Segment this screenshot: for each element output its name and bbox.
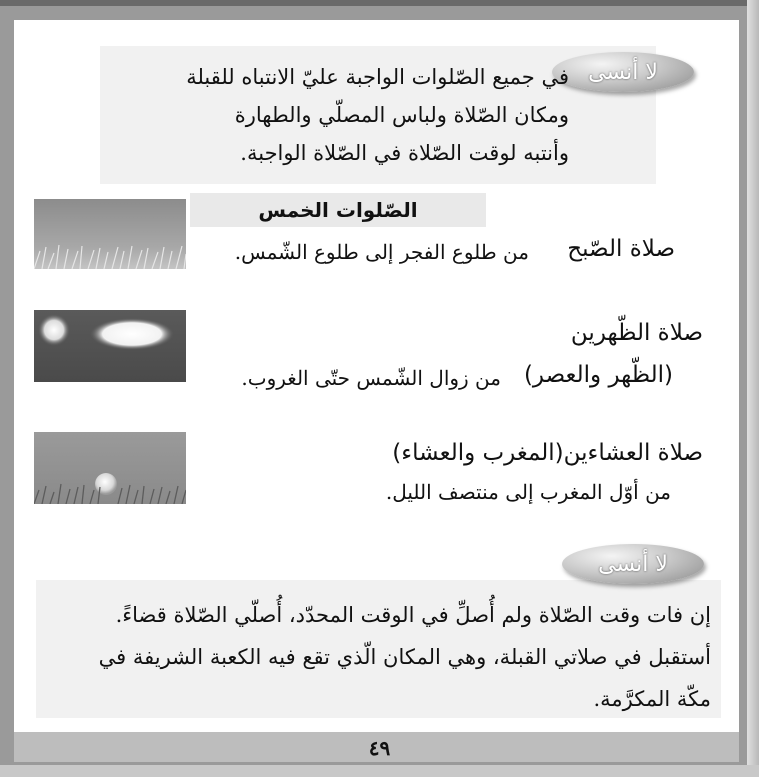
prayer-name-sub: (الظّهر والعصر) <box>523 362 673 388</box>
section-title-text: الصّلوات الخمس <box>258 198 418 222</box>
reminder-text <box>89 58 569 172</box>
prayer-name: صلاة العشاءين(المغرب والعشاء) <box>392 440 703 466</box>
note-line: أستقبل في صلاتي القبلة، وهي المكان الّذي تقع فيه الكعبة الشريفة في <box>98 645 711 669</box>
bottom-border <box>0 765 759 777</box>
page-number: ٤٩ <box>368 736 391 760</box>
note-text <box>51 594 711 720</box>
reminder-badge-label: لا أنسى <box>588 59 658 85</box>
prayer-time: من طلوع الفجر إلى طلوع الشّمس. <box>234 240 529 264</box>
grass-illustration <box>34 199 186 269</box>
note-line: إن فات وقت الصّلاة ولم أُصلِّ في الوقت المحدّد، أُصلّي الصّلاة قضاءً. <box>115 603 711 627</box>
prayer-time: من أوّل المغرب إلى منتصف الليل. <box>385 480 671 504</box>
note-line: مكّة المكرَّمة. <box>593 687 711 711</box>
section-title <box>190 193 486 227</box>
dawn-image <box>34 199 186 269</box>
prayer-name: صلاة الصّبح <box>567 236 675 262</box>
prayer-name: صلاة الظّهرين <box>570 320 703 346</box>
sunset-illustration <box>34 432 186 504</box>
reminder-badge <box>552 52 694 92</box>
noon-image <box>34 310 186 382</box>
reminder-line: وأنتبه لوقت الصّلاة في الصّلاة الواجبة. <box>240 141 569 165</box>
right-border <box>747 0 759 777</box>
prayer-time: من زوال الشّمس حتّى الغروب. <box>241 366 501 390</box>
reminder-badge-label: لا أنسى <box>598 551 668 577</box>
reminder-line: ومكان الصّلاة ولباس المصلّي والطهارة <box>234 103 569 127</box>
reminder-line: في جميع الصّلوات الواجبة عليّ الانتباه للقبلة <box>186 65 569 89</box>
dusk-image <box>34 432 186 504</box>
sun-illustration <box>34 310 186 382</box>
reminder-badge <box>562 544 704 584</box>
